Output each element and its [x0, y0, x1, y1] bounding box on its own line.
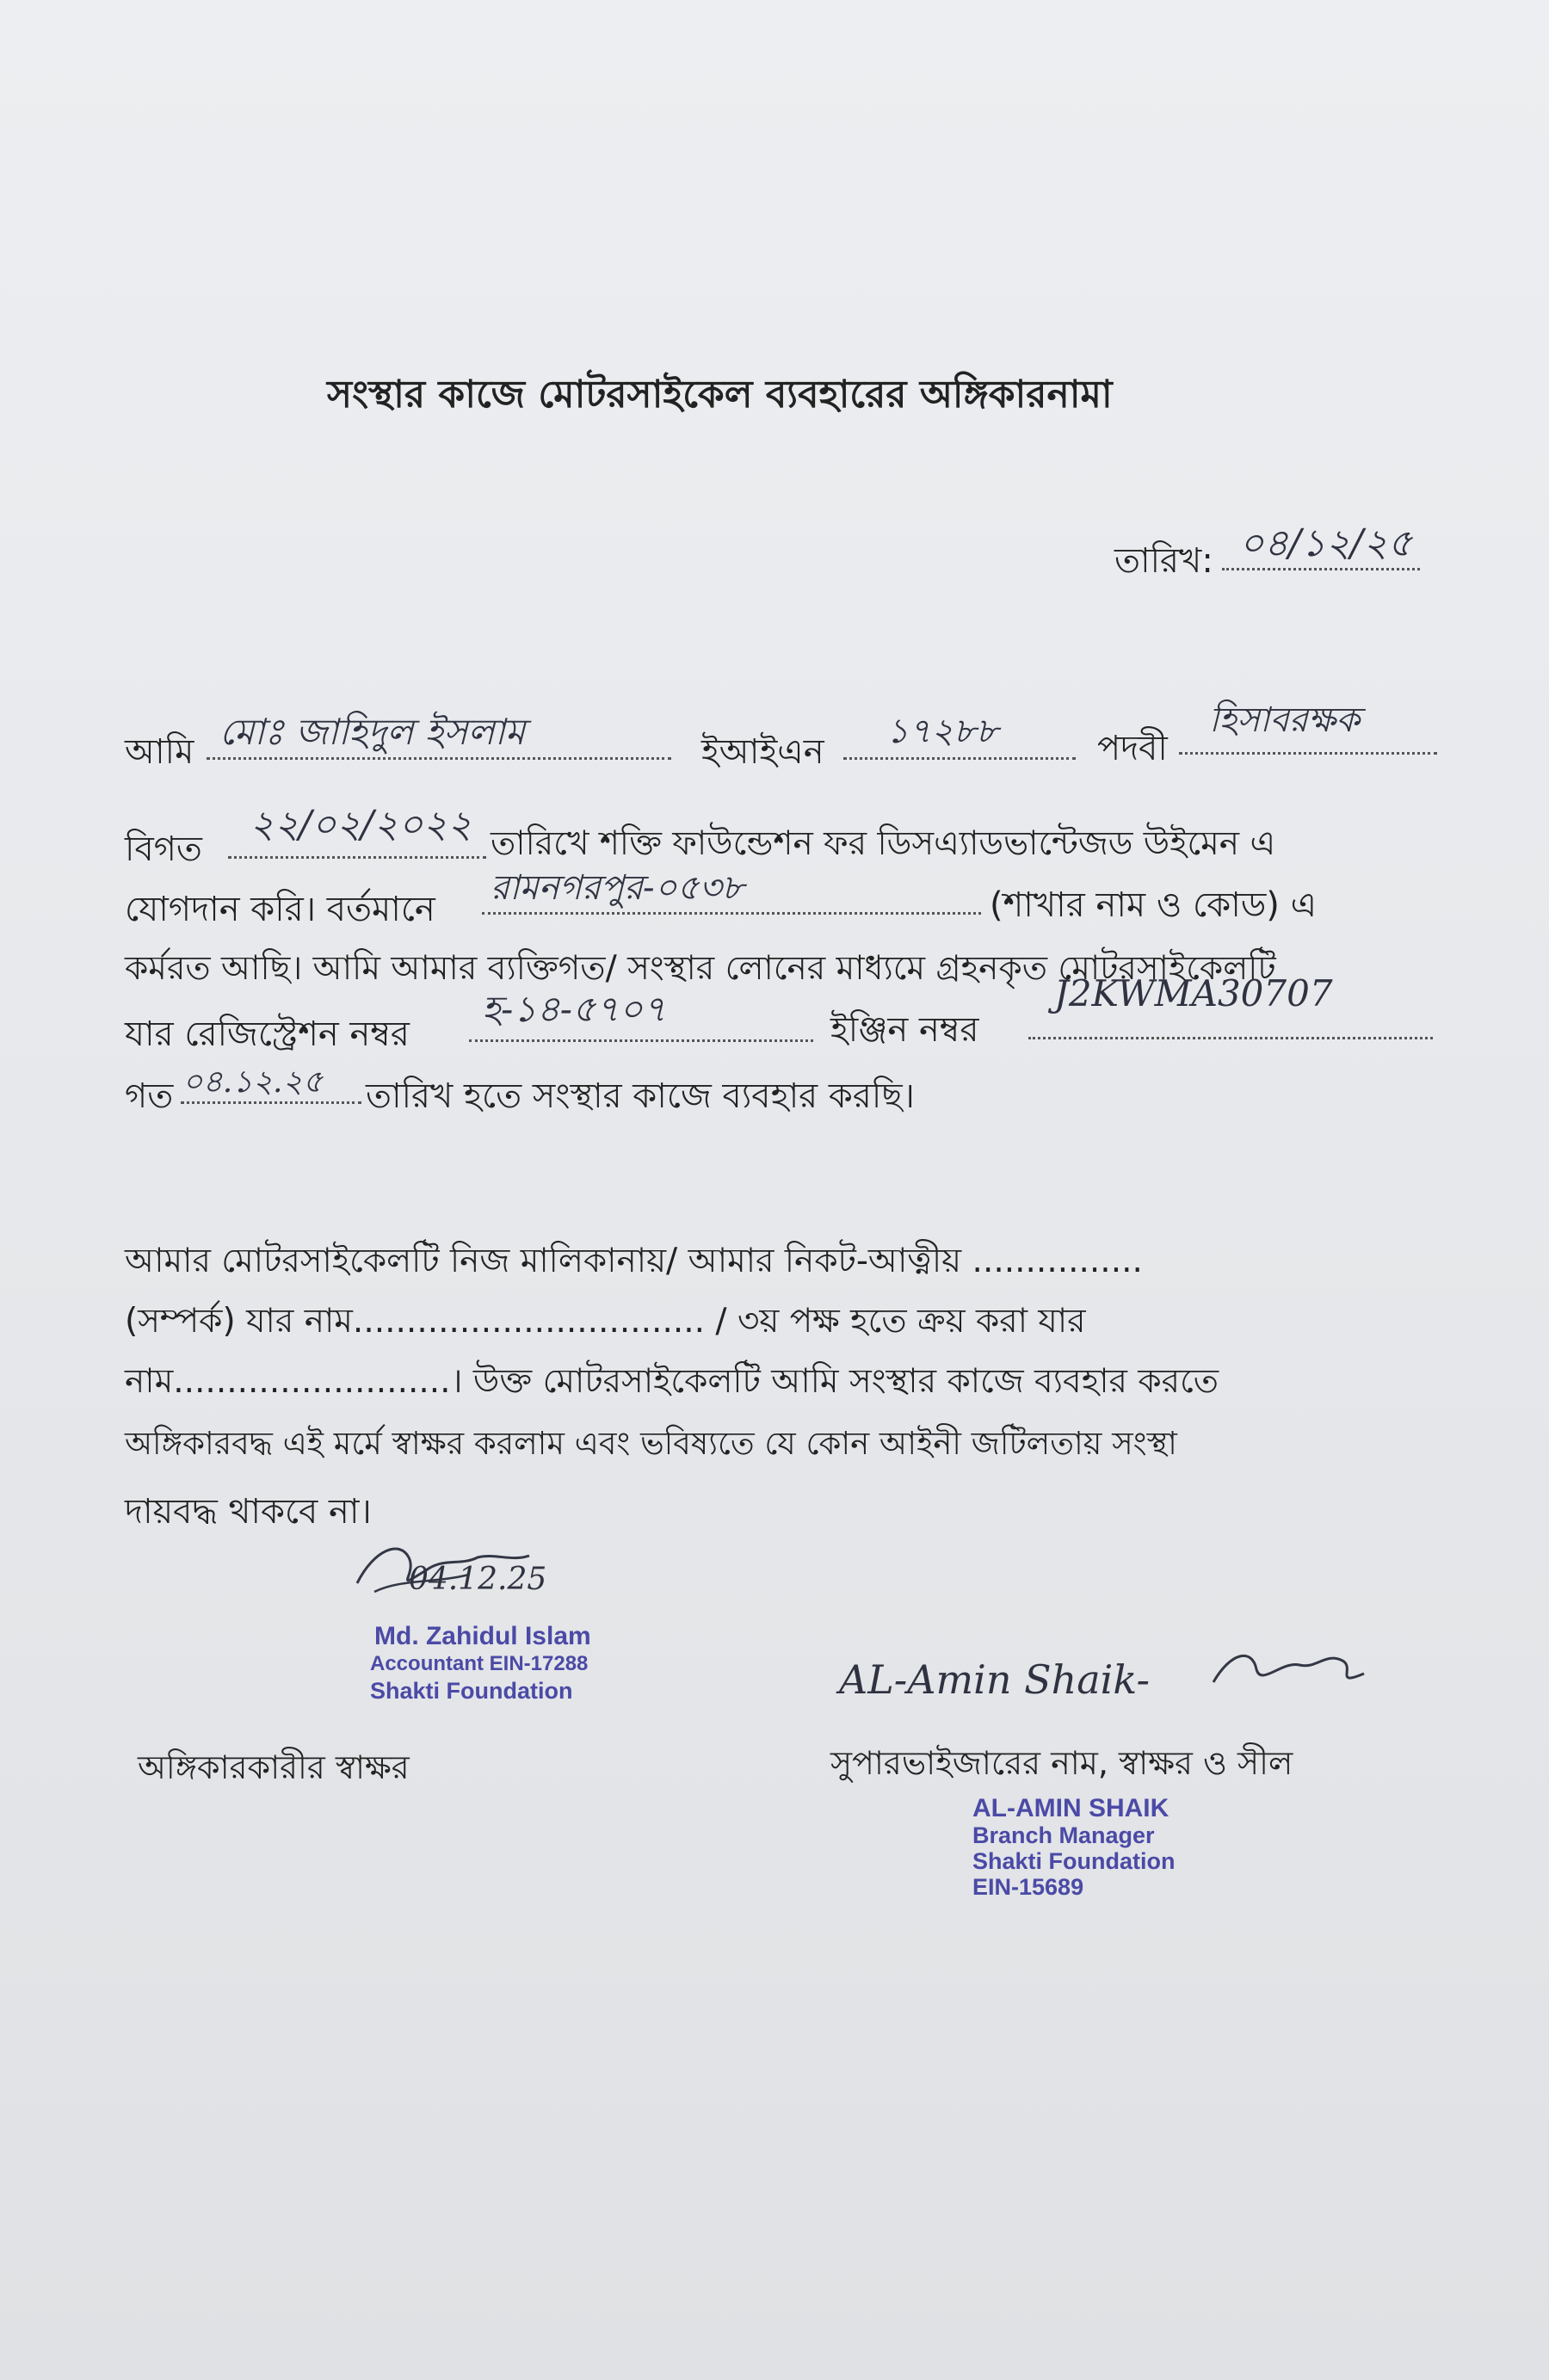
- desig-fill-line: [1179, 752, 1437, 755]
- p1-line6-rest: তারিখ হতে সংস্থার কাজে ব্যবহার করছি।: [366, 1076, 915, 1116]
- p1-jogdan: যোগদান করি। বর্তমানে: [125, 890, 435, 929]
- right-stamp-ein: EIN-15689: [972, 1874, 1084, 1900]
- engine-fill-line: [1028, 1037, 1433, 1039]
- left-stamp-title: Accountant EIN-17288: [370, 1652, 589, 1675]
- p2-line1: আমার মোটরসাইকেলটি নিজ মালিকানায়/ আমার নিকট-আত্নীয় ................: [125, 1242, 1143, 1280]
- p1-desig-handwritten: হিসাবরক্ষক: [1209, 700, 1361, 740]
- p1-branch-handwritten: রামনগরপুর-০৫৩৮: [491, 868, 744, 908]
- p2-line5: দায়বদ্ধ থাকবে না।: [125, 1492, 372, 1532]
- p1-reg-handwritten: হ-১৪-৫৭০৭: [482, 988, 667, 1030]
- p1-reg-label: যার রেজিস্ট্রেশন নম্বর: [125, 1014, 410, 1054]
- right-stamp-name: AL-AMIN SHAIK: [972, 1794, 1169, 1822]
- p1-goto: গত: [125, 1076, 174, 1116]
- p1-join-date-handwritten: ২২/০২/২০২২: [250, 803, 472, 847]
- date-value: ০৪/১২/২৫: [1239, 521, 1413, 565]
- p1-line2-rest: তারিখে শক্তি ফাউন্ডেশন ফর ডিসএ্যাডভান্টেজড উইমেন এ: [491, 824, 1276, 863]
- date-label: তারিখ:: [1114, 541, 1213, 581]
- p1-ein-label: ইআইএন: [701, 732, 824, 772]
- left-signature-date: 04.12.25: [409, 1562, 547, 1597]
- p1-line4: কর্মরত আছি। আমি আমার ব্যক্তিগত/ সংস্থার লোনের মাধ্যমে গ্রহনকৃত মোটরসাইকেলটি: [125, 949, 1276, 988]
- p2-line2: (সম্পর্ক) যার নাম................................. / ৩য় পক্ষ হতে ক্রয় করা যার: [125, 1302, 1086, 1341]
- p1-engine-label: ইঞ্জিন নম্বর: [830, 1010, 979, 1050]
- p2-line3: নাম..........................। উক্ত মোটরসাইকেলটি আমি সংস্থার কাজে ব্যবহার করতে: [125, 1362, 1219, 1401]
- right-stamp-org: Shakti Foundation: [972, 1848, 1176, 1874]
- left-stamp-name: Md. Zahidul Islam: [374, 1622, 591, 1650]
- right-stamp-title: Branch Manager: [972, 1822, 1155, 1848]
- p1-bigot: বিগত: [125, 829, 202, 869]
- right-signature-scribble: [1205, 1635, 1377, 1704]
- document-title: সংস্থার কাজে মোটরসাইকেল ব্যবহারের অঙ্গিকারনামা: [327, 373, 1113, 416]
- left-stamp-org: Shakti Foundation: [370, 1678, 573, 1704]
- p1-name-handwritten: মোঃ জাহিদুল ইসলাম: [219, 711, 526, 753]
- p1-since-handwritten: ০৪.১২.২৫: [182, 1064, 324, 1100]
- p1-ein-handwritten: ১৭২৮৮: [886, 712, 998, 751]
- p1-ami: আমি: [125, 732, 194, 772]
- p1-branch-label: (শাখার নাম ও কোড) এ: [990, 885, 1318, 925]
- p1-engine-handwritten: J2KWMA30707: [1054, 972, 1333, 1014]
- left-signature-caption: অঙ্গিকারকারীর স্বাক্ষর: [138, 1748, 410, 1786]
- right-signature-caption: সুপারভাইজারের নাম, স্বাক্ষর ও সীল: [830, 1744, 1293, 1782]
- p2-line4: অঙ্গিকারবদ্ধ এই মর্মে স্বাক্ষর করলাম এবং ভবিষ্যতে যে কোন আইনী জটিলতায় সংস্থা: [125, 1425, 1177, 1462]
- p1-desig-label: পদবী: [1097, 729, 1168, 768]
- right-signature-handwritten: AL-Amin Shaik-: [839, 1656, 1150, 1703]
